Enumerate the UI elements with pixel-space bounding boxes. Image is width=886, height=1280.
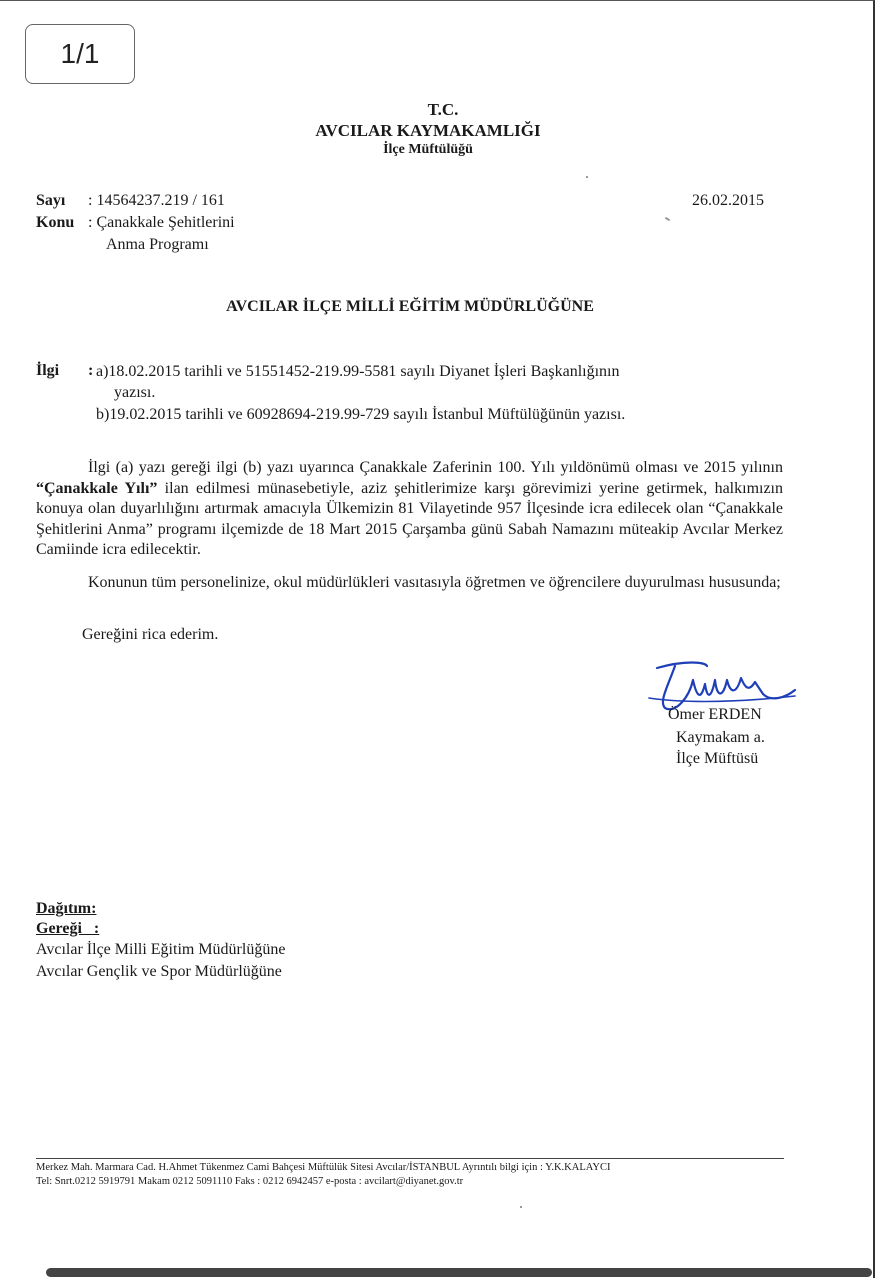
distribution-heading: Dağıtım:: [36, 900, 97, 917]
distribution-item: Avcılar İlçe Milli Eğitim Müdürlüğüne: [36, 941, 286, 958]
header-authority: AVCILAR KAYMAKAMLIĞI: [315, 121, 541, 140]
sayi-value: : 14564237.219 / 161: [88, 192, 225, 209]
sayi-label: Sayı: [36, 192, 66, 209]
recipient: AVCILAR İLÇE MİLLİ EĞİTİM MÜDÜRLÜĞÜNE: [226, 298, 594, 315]
ilgi-b-line: b)19.02.2015 tarihli ve 60928694-219.99-729 sayılı İstanbul Müftülüğünün yazısı.: [96, 406, 626, 423]
header-tc: T.C.: [427, 100, 459, 119]
body-paragraph-2: [36, 573, 783, 594]
ilgi-label: İlgi: [36, 362, 60, 379]
distribution-item: Avcılar Gençlik ve Spor Müdürlüğüne: [36, 963, 282, 980]
signer-title-1: Kaymakam a.: [676, 729, 765, 746]
footer-address: Merkez Mah. Marmara Cad. H.Ahmet Tükenmez Cami Bahçesi Müftülük Sitesi Avcılar/İSTANBUL Ayrıntılı bilgi için : Y.K.KALAYCI: [36, 1162, 611, 1173]
body-paragraph-3: [36, 625, 783, 646]
body-p2-text: Konunun tüm personelinize, okul müdürlükleri vasıtasıyla öğretmen ve öğrencilere duyurulması hususunda;: [88, 574, 781, 591]
body-p3-text: Gereğini rica ederim.: [82, 626, 219, 643]
body-p1-text-2: ilan edilmesi münasebetiyle, aziz şehitlerimize karşı görevimizi yerine getirmek, halkımızın konuya olan duyarlılığını artırmak amacıyla Ülkemizin 81 Vilayetinde 957 İlçesinde icra edilecek olan “Çanakkale Şehitlerini Anma” programı ilçemizde de 18 Mart 2015 Çarşamba günü Sabah Namazını müteakip Avcılar Merkez Camiinde icra edilecektir.: [36, 479, 784, 558]
scan-speck: [520, 1206, 522, 1208]
page-indicator: 1/1: [25, 24, 135, 84]
signer-name: Ömer ERDEN: [668, 706, 762, 723]
horizontal-scrollbar[interactable]: [46, 1268, 872, 1277]
konu-value-line2: Anma Programı: [106, 236, 209, 253]
body-p1-text: İlgi (a) yazı gereği ilgi (b) yazı uyarınca Çanakkale Zaferinin 100. Yılı yıldönümü olması ve 2015 yılının: [88, 459, 783, 476]
konu-value-line1: : Çanakkale Şehitlerini: [88, 214, 235, 231]
body-paragraph-1: [36, 458, 783, 561]
signer-title-2: İlçe Müftüsü: [676, 750, 759, 767]
ilgi-a-line1: a)18.02.2015 tarihli ve 51551452-219.99-5581 sayılı Diyanet İşleri Başkanlığının: [96, 363, 620, 380]
body-p1-bold: “Çanakkale Yılı”: [36, 479, 158, 497]
footer-contact: Tel: Snrt.0212 5919791 Makam 0212 5091110 Faks : 0212 6942457 e-posta : avcilart@diyanet.gov.tr: [36, 1176, 464, 1187]
ilgi-a-line2: yazısı.: [114, 384, 156, 401]
footer-divider: [36, 1158, 784, 1159]
scan-speck: [586, 176, 588, 178]
konu-label: Konu: [36, 214, 75, 231]
document-date: 26.02.2015: [692, 192, 764, 209]
header-department: İlçe Müftülüğü: [383, 142, 473, 157]
distribution-subheading: Gereği :: [36, 920, 100, 937]
ilgi-colon: :: [88, 362, 94, 379]
